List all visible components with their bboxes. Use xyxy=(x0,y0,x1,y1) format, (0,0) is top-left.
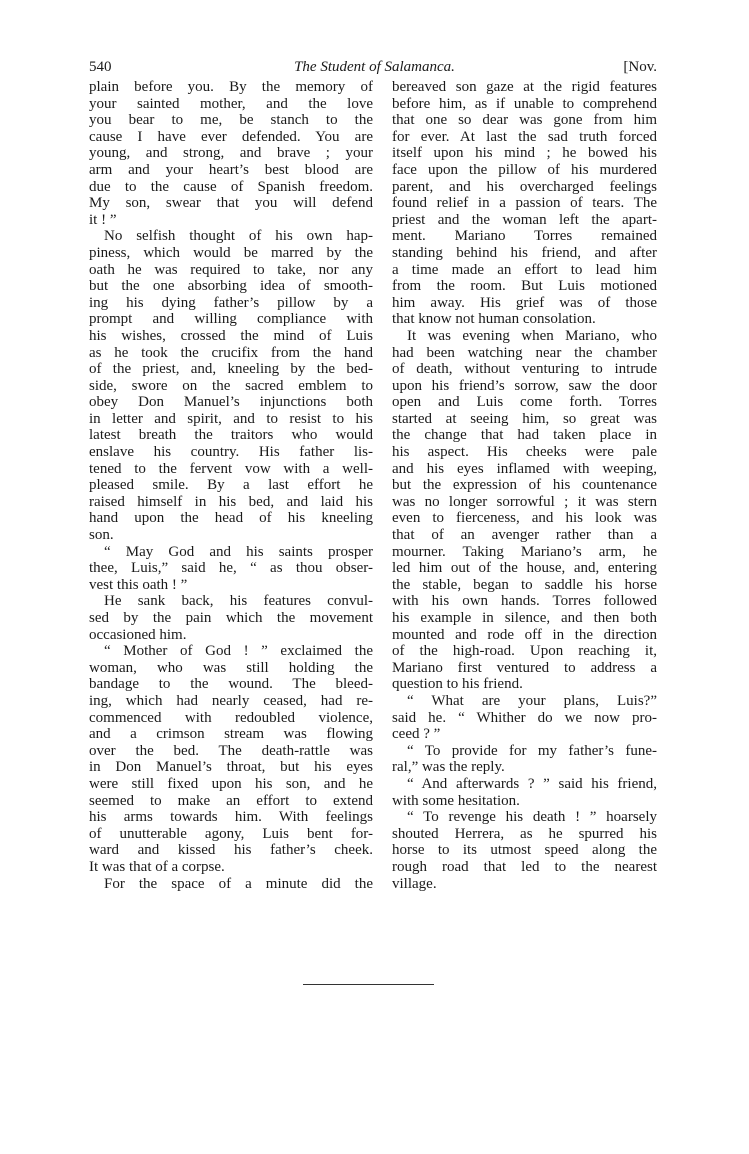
text-line: as he took the crucifix from the hand xyxy=(89,344,373,361)
text-line: upon his friend’s sorrow, saw the door xyxy=(392,377,657,394)
text-line: tened to the fervent vow with a well- xyxy=(89,460,373,477)
text-line: open and Luis come forth. Torres xyxy=(392,394,657,411)
text-line: It was evening when Mariano, who xyxy=(407,327,657,344)
page-number: 540 xyxy=(89,59,112,75)
text-line: question to his friend. xyxy=(392,676,523,693)
text-line: his aspect. His cheeks were pale xyxy=(392,444,657,461)
text-line: “ What are your plans, Luis?” xyxy=(407,692,657,709)
text-line: “ To revenge his death ! ” hoarsely xyxy=(407,809,657,826)
text-line: it ! ” xyxy=(89,211,117,228)
text-line: the change that had taken place in xyxy=(392,427,657,444)
text-line: found relief in a passion of tears. The xyxy=(392,195,657,212)
text-line: Mariano first ventured to address a xyxy=(392,659,657,676)
text-line: mourner. Taking Mariano’s arm, he xyxy=(392,543,657,560)
text-line: bereaved son gaze at the rigid features xyxy=(392,79,657,95)
text-line: seemed to make an effort to extend xyxy=(89,792,373,809)
text-line: of the priest, and, kneeling by the bed- xyxy=(89,361,373,378)
text-line: standing behind his friend, and after xyxy=(392,244,657,261)
text-line: rough road that led to the nearest xyxy=(392,858,657,875)
text-line: He sank back, his features convul- xyxy=(104,593,373,610)
text-line: commenced with redoubled violence, xyxy=(89,709,373,726)
text-line: sed by the pain which the movement xyxy=(89,610,373,626)
text-line: itself upon his mind ; he bowed his xyxy=(392,145,657,162)
text-line: was no longer sorrowful ; it was stern xyxy=(392,493,657,510)
text-line: of death, without venturing to intrude xyxy=(392,361,657,378)
text-line: ing his dying father’s pillow by a xyxy=(89,294,373,311)
text-line: his arms towards him. With feelings xyxy=(89,809,373,826)
text-line: you bear to me, be stanch to the xyxy=(89,112,373,129)
text-line: plain before you. By the memory of xyxy=(89,79,373,95)
text-line: from the room. But Luis motioned xyxy=(392,278,657,295)
text-line: led him out of the house, and, entering xyxy=(392,560,657,577)
text-line: of the high-road. Upon reaching it, xyxy=(392,643,657,660)
text-line: “ May God and his saints prosper xyxy=(104,543,373,560)
text-column-right xyxy=(392,79,657,892)
text-line: prompt and willing compliance with xyxy=(89,311,373,328)
text-line: that know not human consolation. xyxy=(392,311,596,328)
text-line: your sainted mother, and the love xyxy=(89,95,373,112)
paragraph xyxy=(89,228,373,543)
text-line: even to fierceness, and his look was xyxy=(392,510,657,527)
section-end-rule xyxy=(303,984,434,985)
text-line: over the bed. The death-rattle was xyxy=(89,742,373,759)
text-line: oath he was required to take, nor any xyxy=(89,261,373,278)
text-line: No selfish thought of his own hap- xyxy=(104,228,373,245)
text-line: and a crimson stream was flowing xyxy=(89,726,373,743)
text-line: in letter and spirit, and to resist to his xyxy=(89,410,373,427)
text-line: priest and the woman left the apart- xyxy=(392,211,657,228)
text-line: For the space of a minute did the xyxy=(104,875,373,892)
text-column-left xyxy=(89,79,373,892)
text-line: the stable, began to saddle his horse xyxy=(392,576,657,593)
text-line: hand upon the head of his kneeling xyxy=(89,510,373,527)
text-line: ceed ? ” xyxy=(392,726,441,743)
text-line: My son, swear that you will defend xyxy=(89,195,373,212)
text-line: ward and kissed his father’s cheek. xyxy=(89,842,373,859)
text-line: with some hesitation. xyxy=(392,792,520,809)
text-line: started at seeing him, so great was xyxy=(392,410,657,427)
text-line: a time made an effort to lead him xyxy=(392,261,657,278)
text-line: for ever. At last the sad truth forced xyxy=(392,128,657,145)
text-line: had been watching near the chamber xyxy=(392,344,657,361)
text-line: thee, Luis,” said he, “ as thou obser- xyxy=(89,560,373,577)
text-line: young, and strong, and brave ; your xyxy=(89,145,373,162)
text-line: occasioned him. xyxy=(89,626,187,643)
text-line: parent, and his overcharged feelings xyxy=(392,178,657,195)
text-line: were still fixed upon his son, and he xyxy=(89,775,373,792)
text-line: in Don Manuel’s throat, but his eyes xyxy=(89,759,373,776)
text-line: horse to its utmost speed along the xyxy=(392,842,657,859)
text-line: ing, which had nearly ceased, had re- xyxy=(89,692,373,709)
text-line: vest this oath ! ” xyxy=(89,576,188,593)
running-month: [Nov. xyxy=(623,59,657,75)
text-line: cause I have ever defended. You are xyxy=(89,128,373,145)
text-line: woman, who was still holding the xyxy=(89,659,373,676)
running-title: The Student of Salamanca. xyxy=(294,59,455,75)
paragraph xyxy=(89,643,373,875)
text-line: bandage to the wound. The bleed- xyxy=(89,676,373,693)
text-line: It was that of a corpse. xyxy=(89,858,225,875)
text-line: pleased smile. By a last effort he xyxy=(89,477,373,494)
text-line: that of an avenger rather than a xyxy=(392,527,657,544)
text-line: of unutterable agony, Luis bent for- xyxy=(89,825,373,842)
text-line: arm and your heart’s best blood are xyxy=(89,161,373,178)
text-line: village. xyxy=(392,875,437,892)
text-line: before him, as if unable to comprehend xyxy=(392,95,657,112)
text-line: “ To provide for my father’s fune- xyxy=(407,742,657,759)
paragraph xyxy=(392,79,657,328)
paragraph xyxy=(392,809,657,892)
text-line: enslave his country. His father lis- xyxy=(89,444,373,461)
text-line: with his own hands. Torres followed xyxy=(392,593,657,610)
text-line: him away. His grief was of those xyxy=(392,294,657,311)
text-line: but the one absorbing idea of smooth- xyxy=(89,278,373,295)
text-line: ment. Mariano Torres remained xyxy=(392,228,657,245)
text-line: and his eyes inflamed with weeping, xyxy=(392,460,657,477)
paragraph xyxy=(89,544,373,594)
text-line: face upon the pillow of his murdered xyxy=(392,161,657,178)
text-line: said he. “ Whither do we now pro- xyxy=(392,709,657,726)
paragraph xyxy=(392,693,657,743)
text-line: raised himself in his bed, and laid his xyxy=(89,493,373,510)
text-line: son. xyxy=(89,527,114,544)
paragraph xyxy=(392,776,657,809)
text-line: “ Mother of God ! ” exclaimed the xyxy=(104,643,373,660)
text-line: his example in silence, and then both xyxy=(392,610,657,626)
paragraph xyxy=(89,876,373,893)
text-line: his wishes, crossed the mind of Luis xyxy=(89,327,373,344)
paragraph xyxy=(89,79,373,228)
text-line: due to the cause of Spanish freedom. xyxy=(89,178,373,195)
paragraph xyxy=(392,328,657,693)
paragraph xyxy=(392,743,657,776)
text-line: latest breath the traitors who would xyxy=(89,427,373,444)
text-line: that one so dear was gone from him xyxy=(392,112,657,129)
text-line: ral,” was the reply. xyxy=(392,759,505,776)
text-line: side, swore on the sacred emblem to xyxy=(89,377,373,394)
text-line: obey Don Manuel’s injunctions both xyxy=(89,394,373,411)
text-line: mounted and rode off in the direction xyxy=(392,626,657,643)
text-line: but the expression of his countenance xyxy=(392,477,657,494)
paragraph xyxy=(89,593,373,643)
text-line: shouted Herrera, as he spurred his xyxy=(392,825,657,842)
text-line: piness, which would be marred by the xyxy=(89,244,373,261)
text-line: “ And afterwards ? ” said his friend, xyxy=(407,775,657,792)
